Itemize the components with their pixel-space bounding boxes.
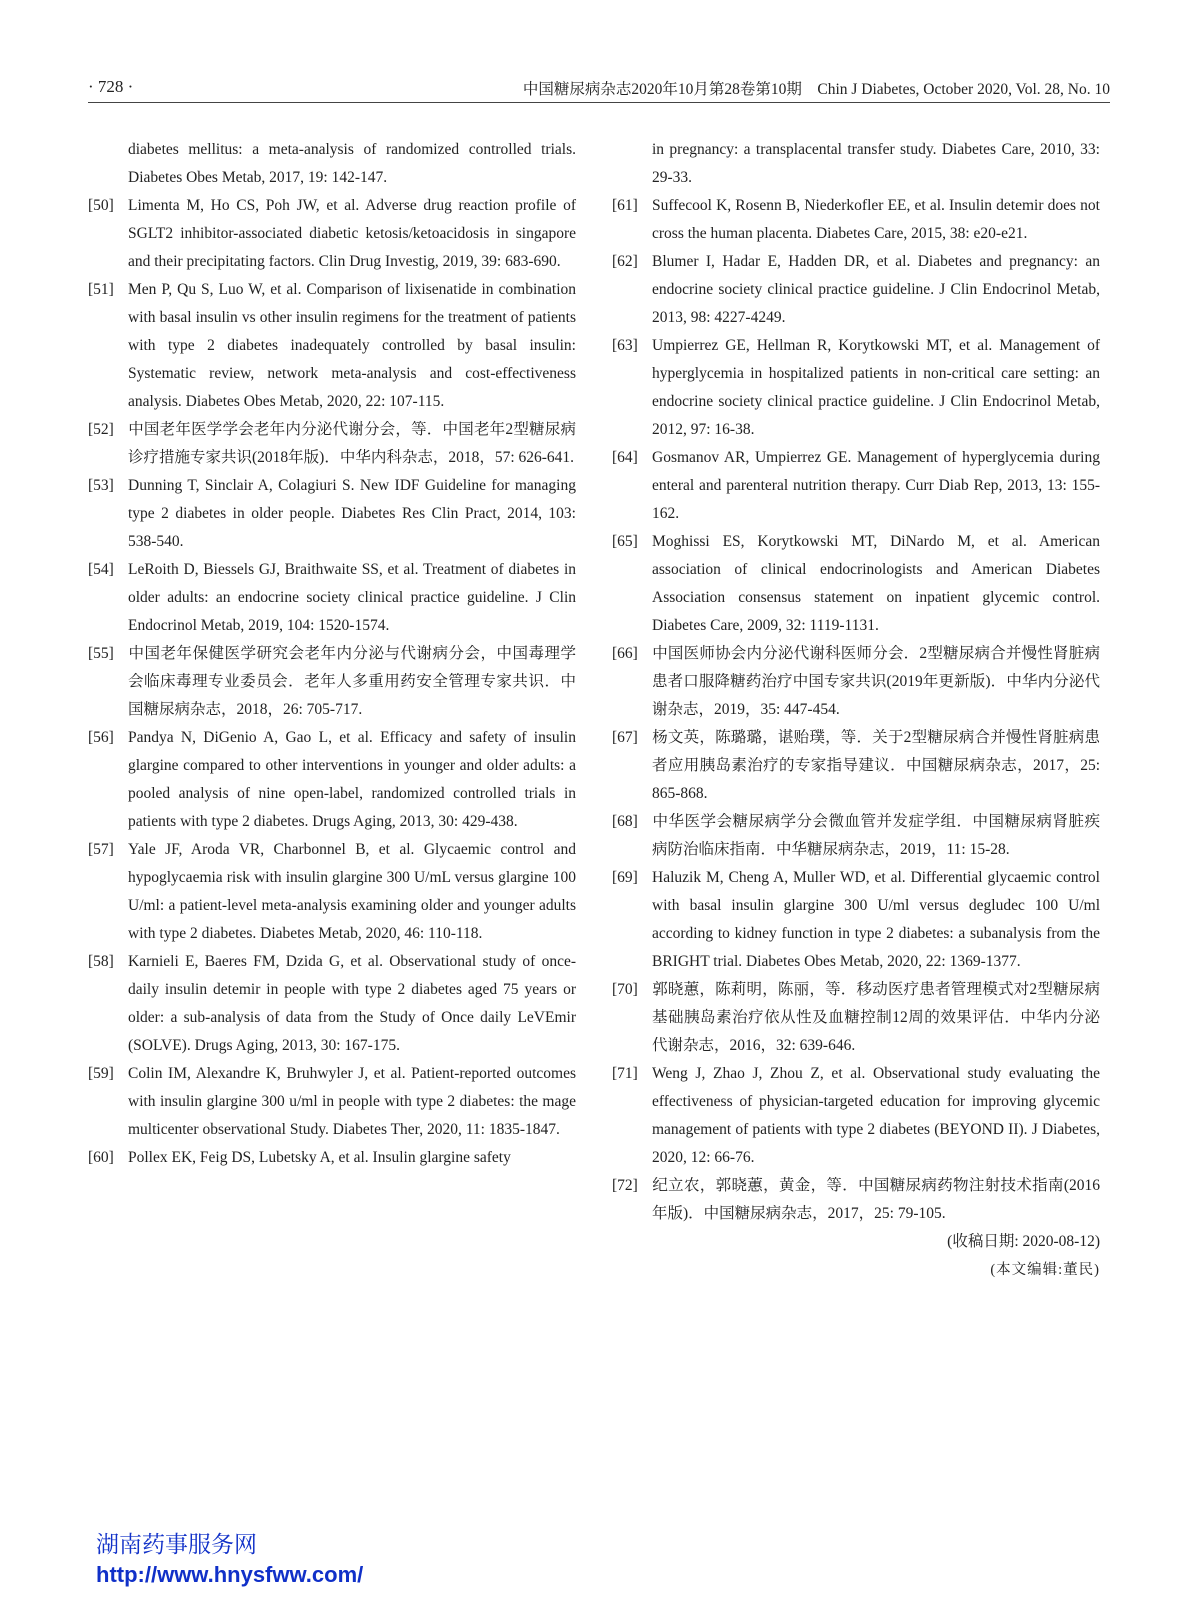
received-date: (收稿日期: 2020-08-12) (947, 1233, 1100, 1250)
reference-number: [51] (88, 281, 114, 298)
editor-credit: (本文编辑:董民) (990, 1262, 1100, 1278)
page-number: · 728 · (88, 77, 134, 96)
reference-entry (88, 1060, 576, 1144)
reference-text: Blumer I, Hadar E, Hadden DR, et al. Diabetes and pregnancy: an endocrine society clinical practice guideline. J Clin Endocrinol Metab, 2013, 98: 4227-4249. (652, 253, 1100, 326)
reference-number: [52] (88, 421, 114, 438)
reference-text: Umpierrez GE, Hellman R, Korytkowski MT, et al. Management of hyperglycemia in hospitalized patients in non-critical care setting: an endocrine society clinical practice guideline. J Clin Endocrinol Metab, 2012, 97: 16-38. (652, 337, 1100, 438)
reference-text: Pandya N, DiGenio A, Gao L, et al. Efficacy and safety of insulin glargine compared to other interventions in younger and older adults: a pooled analysis of nine open-label, randomized controlled trials in patients with type 2 diabetes. Drugs Aging, 2013, 30: 429-438. (128, 729, 576, 830)
reference-number: [67] (612, 729, 638, 746)
reference-text: Colin IM, Alexandre K, Bruhwyler J, et al. Patient-reported outcomes with insulin glargine 300 u/ml in people with type 2 diabetes: the mage multicenter observational Study. Diabetes Ther, 2020, 11: 1835-1847. (128, 1065, 576, 1138)
reference-entry (88, 724, 576, 836)
reference-entry (612, 864, 1100, 976)
reference-number: [59] (88, 1065, 114, 1082)
reference-number: [65] (612, 533, 638, 550)
reference-number: [71] (612, 1065, 638, 1082)
reference-number: [54] (88, 561, 114, 578)
reference-text: Dunning T, Sinclair A, Colagiuri S. New IDF Guideline for managing type 2 diabetes in older people. Diabetes Res Clin Pract, 2014, 103: 538-540. (128, 477, 576, 550)
reference-text: Weng J, Zhao J, Zhou Z, et al. Observational study evaluating the effectiveness of physician-targeted education for improving glycemic management of patients with type 2 diabetes (BEYOND II). J Diabetes, 2020, 12: 66-76. (652, 1065, 1100, 1166)
reference-number: [66] (612, 645, 638, 662)
reference-number: [53] (88, 477, 114, 494)
reference-text: 郭晓蕙，陈莉明，陈丽，等．移动医疗患者管理模式对2型糖尿病基础胰岛素治疗依从性及血糖控制12周的效果评估．中华内分泌代谢杂志，2016，32: 639-646. (652, 981, 1100, 1054)
reference-text: Gosmanov AR, Umpierrez GE. Management of hyperglycemia during enteral and parenteral nutrition therapy. Curr Diab Rep, 2013, 13: 155-162. (652, 449, 1100, 522)
reference-entry (88, 276, 576, 416)
reference-text: 中华医学会糖尿病学分会微血管并发症学组．中国糖尿病肾脏疾病防治临床指南．中华糖尿病杂志，2019，11: 15-28. (652, 813, 1100, 858)
reference-number: [50] (88, 197, 114, 214)
reference-number: [60] (88, 1149, 114, 1166)
reference-entry (612, 724, 1100, 808)
reference-entry (612, 1060, 1100, 1172)
reference-number: [61] (612, 197, 638, 214)
reference-number: [68] (612, 813, 638, 830)
reference-entry (612, 332, 1100, 444)
reference-entry (88, 556, 576, 640)
reference-number: [69] (612, 869, 638, 886)
reference-text: Men P, Qu S, Luo W, et al. Comparison of lixisenatide in combination with basal insulin vs other insulin regimens for the treatment of patients with type 2 diabetes inadequately controlled by basal insulin: Systematic review, network meta-analysis and cost-effectiveness analysis. Diabetes Obes Metab, 2020, 22: 107-115. (128, 281, 576, 410)
reference-text: 纪立农，郭晓蕙，黄金，等．中国糖尿病药物注射技术指南(2016年版)．中国糖尿病杂志，2017，25: 79-105. (652, 1177, 1100, 1222)
watermark-name: 湖南药事服务网 (96, 1532, 257, 1558)
reference-number: [63] (612, 337, 638, 354)
reference-entry (612, 976, 1100, 1060)
reference-entry (88, 1144, 576, 1172)
reference-number: [62] (612, 253, 638, 270)
reference-text: Karnieli E, Baeres FM, Dzida G, et al. Observational study of once-daily insulin detemir in people with type 2 diabetes aged 75 years or older: a sub-analysis of data from the Study of Once daily LeVEmir (SOLVE). Drugs Aging, 2013, 30: 167-175. (128, 953, 576, 1054)
reference-entry (88, 192, 576, 276)
reference-entry (88, 640, 576, 724)
reference-entry (88, 472, 576, 556)
reference-entry (612, 1172, 1100, 1228)
reference-entry (88, 948, 576, 1060)
reference-number: [56] (88, 729, 114, 746)
right-column (612, 136, 1100, 1284)
reference-entry (612, 248, 1100, 332)
reference-text: Pollex EK, Feig DS, Lubetsky A, et al. Insulin glargine safety (128, 1149, 511, 1166)
reference-entry (612, 192, 1100, 248)
reference-entry (612, 444, 1100, 528)
reference-number: [55] (88, 645, 114, 662)
journal-info: 中国糖尿病杂志2020年10月第28卷第10期 Chin J Diabetes, October 2020, Vol. 28, No. 10 (522, 81, 1110, 98)
reference-entry (612, 640, 1100, 724)
reference-text: diabetes mellitus: a meta-analysis of randomized controlled trials. Diabetes Obes Metab, 2017, 19: 142-147. (128, 141, 576, 186)
reference-entry (88, 416, 576, 472)
reference-entry (88, 836, 576, 948)
reference-text: Moghissi ES, Korytkowski MT, DiNardo M, et al. American association of clinical endocrinologists and American Diabetes Association consensus statement on inpatient glycemic control. Diabetes Care, 2009, 32: 1119-1131. (652, 533, 1100, 634)
reference-text: Yale JF, Aroda VR, Charbonnel B, et al. Glycaemic control and hypoglycaemia risk with insulin glargine 300 U/mL versus glargine 100 U/ml: a patient-level meta-analysis examining older and younger adults with type 2 diabetes. Diabetes Metab, 2020, 46: 110-118. (128, 841, 576, 942)
reference-text: Haluzik M, Cheng A, Muller WD, et al. Differential glycaemic control with basal insulin glargine 300 U/ml versus degludec 100 U/ml according to kidney function in type 2 diabetes: a subanalysis from the BRIGHT trial. Diabetes Obes Metab, 2020, 22: 1369-1377. (652, 869, 1100, 970)
reference-text: 中国老年医学学会老年内分泌代谢分会，等．中国老年2型糖尿病诊疗措施专家共识(2018年版)．中华内科杂志，2018，57: 626-641. (128, 421, 576, 466)
reference-text: 杨文英，陈璐璐，谌贻璞，等．关于2型糖尿病合并慢性肾脏病患者应用胰岛素治疗的专家指导建议．中国糖尿病杂志，2017，25: 865-868. (652, 729, 1100, 802)
reference-number: [64] (612, 449, 638, 466)
watermark (96, 1530, 363, 1590)
reference-text: in pregnancy: a transplacental transfer study. Diabetes Care, 2010, 33: 29-33. (652, 141, 1100, 186)
reference-entry (612, 808, 1100, 864)
running-header (88, 74, 1110, 103)
reference-continuation (612, 136, 1100, 192)
reference-number: [72] (612, 1177, 638, 1194)
reference-text: 中国老年保健医学研究会老年内分泌与代谢病分会，中国毒理学会临床毒理专业委员会．老年人多重用药安全管理专家共识．中国糖尿病杂志，2018，26: 705-717. (128, 645, 576, 718)
reference-text: LeRoith D, Biessels GJ, Braithwaite SS, et al. Treatment of diabetes in older adults: an endocrine society clinical practice guideline. J Clin Endocrinol Metab, 2019, 104: 1520-1574. (128, 561, 576, 634)
left-column (88, 136, 576, 1172)
reference-text: Suffecool K, Rosenn B, Niederkofler EE, et al. Insulin detemir does not cross the human placenta. Diabetes Care, 2015, 38: e20-e21. (652, 197, 1100, 242)
reference-entry (612, 528, 1100, 640)
reference-text: 中国医师协会内分泌代谢科医师分会．2型糖尿病合并慢性肾脏病患者口服降糖药治疗中国专家共识(2019年更新版)．中华内分泌代谢杂志，2019，35: 447-454. (652, 645, 1100, 718)
reference-number: [70] (612, 981, 638, 998)
reference-number: [57] (88, 841, 114, 858)
watermark-url[interactable]: http://www.hnysfww.com/ (96, 1562, 364, 1587)
reference-continuation (88, 136, 576, 192)
reference-number: [58] (88, 953, 114, 970)
reference-text: Limenta M, Ho CS, Poh JW, et al. Adverse drug reaction profile of SGLT2 inhibitor-associated diabetic ketosis/ketoacidosis in singapore and their precipitating factors. Clin Drug Investig, 2019, 39: 683-690. (128, 197, 576, 270)
